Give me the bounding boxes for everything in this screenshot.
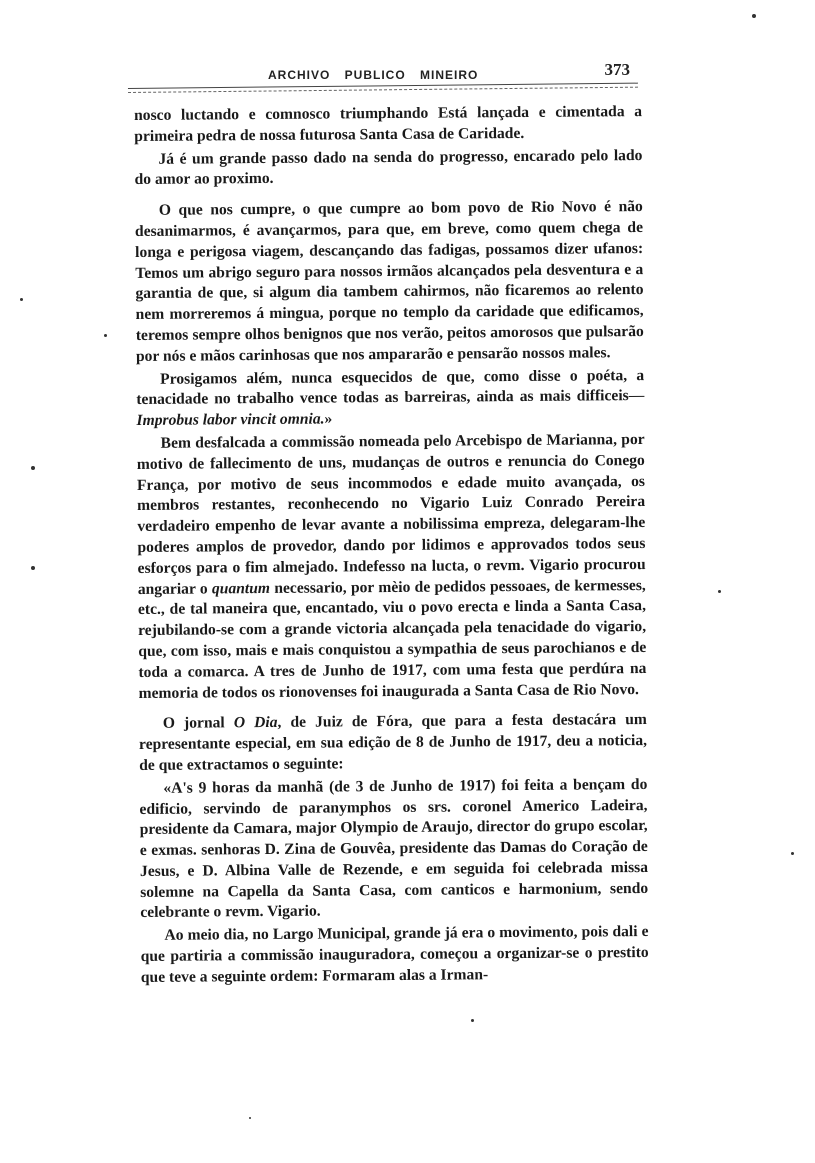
scan-speck: [752, 14, 756, 18]
paragraph-3: O que nos cumpre, o que cumpre ao bom povo de Rio Novo é não desanimarmos, é avançarmos, para que, em breve, como quem chega de longa e perigosa viagem, descançando das fadigas, possamos dizer ufanos: Temos um abrigo seguro para nossos irmãos alcançados pela desventura e a garantia de que, si algum dia tambem cahirmos, não ficaremos ao relento nem morreremos á mingua, porque no templo da caridade que edificamos, teremos sempre olhos benignos que nos verão, peitos amorosos que pulsarão por nós e mãos carinhosas que nos ampararão e pensarão nossos males.: [134, 198, 644, 365]
paragraph-4-text: Prosigamos além, nunca esquecidos de que, como disse o poéta, a tenacidade no trabalho vence todas as barreiras, ainda as mais difficeis—: [136, 366, 645, 409]
scan-speck: [20, 298, 23, 301]
paragraph-5-text-b: necessario, por mèio de pedidos pessoaes, de kermesses, etc., de tal maneira que, encantado, viu o povo erecta e linda a Santa Casa, rejubilando-se com a grande victoria alcançada pela tenacidade do vigario, que, com isso, mais e mais conquistou a sympathia de seus parochianos e de toda a comarca. A tres de Junho de 1917, com uma festa que perdúra na memoria de todos os rionovenses foi inaugurada a Santa Casa de Rio Novo.: [137, 576, 647, 702]
quantum-word: quantum: [211, 579, 271, 597]
header-title: ARCHIVO PUBLICO MINEIRO: [268, 68, 479, 82]
paragraph-6-text-b: , de Juiz de Fóra, que para a festa destacára um representante especial, em sua edição de 8 de Junho de 1917, deu a noticia, de que extractamos o seguinte:: [138, 711, 648, 774]
scan-speck: [249, 1117, 251, 1119]
paragraph-2: Já é um grande passo dado na senda do progresso, encarado pelo lado do amor ao proximo.: [134, 146, 643, 189]
header-rule: [128, 83, 638, 93]
scan-speck: [471, 1019, 474, 1022]
scan-speck: [104, 334, 107, 337]
paragraph-4: [136, 366, 644, 432]
paragraph-7: «A's 9 horas da manhã (de 3 de Junho de 1917) foi feita a bençam do edificio, servindo de paranymphos os srs. coronel Americo Ladeira, presidente da Camara, major Olympio de Araujo, director do grupo escolar, e exmas. senhoras D. Zina de Gouvêa, presidente das Damas do Coração de Jesus, e D. Albina Valle de Rezende, e em seguida foi celebrada missa solemne na Capella da Santa Casa, com canticos e harmonium, sendo celebrante o revm. Vigario.: [139, 775, 649, 922]
page-number: 373: [604, 60, 630, 79]
body-text: [134, 102, 649, 991]
paragraph-8: Ao meio dia, no Largo Municipal, grande já era o movimento, pois dali e que partiria a commissão inauguradora, começou a organizar-se o prestito que teve a seguinte ordem: Formaram alas a Irman-: [140, 923, 649, 986]
scan-speck: [791, 852, 794, 855]
running-header: [128, 60, 648, 94]
latin-quote: Improbus labor vincit omnia.: [136, 410, 325, 430]
scan-speck: [31, 566, 35, 570]
paragraph-5-text-a: Bem desfalcada a commissão nomeada pelo Arcebispo de Marianna, por motivo de fallecimento de uns, mudanças de outros e renuncia do Conego França, por motivo de seus incommodos e edade muito avançada, os membros restantes, reconhecendo no Vigario Luiz Conrado Pereira verdadeiro empenho de levar avante a nobilissima empreza, delegaram-lhe poderes amplos de provedor, dando por lidimos e approvados todos seus esforços para o fim almejado. Indefesso na lucta, o revm. Vigario procurou angariar o: [136, 430, 646, 598]
scan-speck: [31, 466, 35, 470]
paragraph-6-text-a: O jornal: [162, 714, 234, 733]
scan-speck: [718, 590, 721, 593]
newspaper-name: O Dia: [233, 714, 278, 732]
closing-quote-mark: »: [324, 410, 333, 428]
paragraph-5: [137, 430, 647, 704]
paragraph-1: nosco luctando e comnosco triumphando Está lançada e cimentada a primeira pedra de nossa futurosa Santa Casa de Caridade.: [134, 103, 643, 145]
paragraph-6: [139, 710, 647, 776]
